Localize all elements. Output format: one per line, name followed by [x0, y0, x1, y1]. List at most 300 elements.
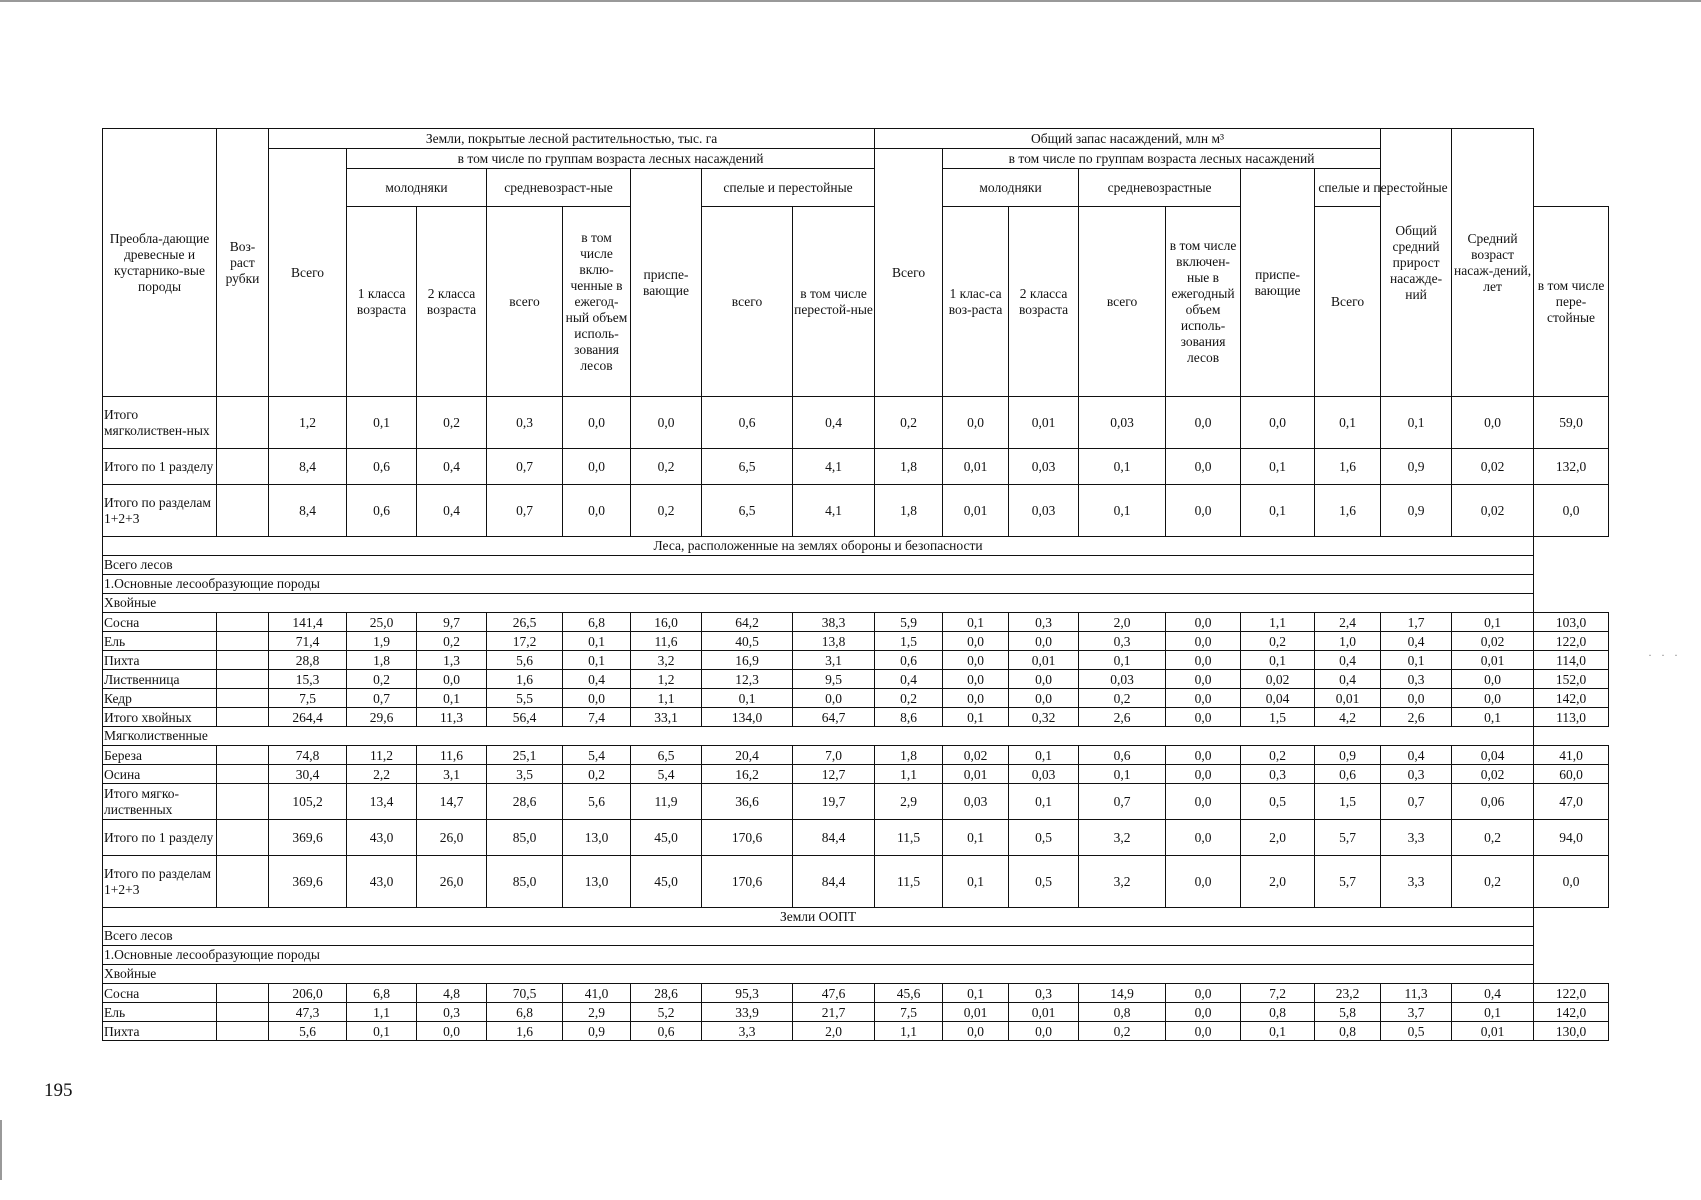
value-cell: 113,0	[1534, 708, 1609, 727]
section-oopt-title: Земли ООПТ	[103, 908, 1534, 927]
value-cell: 0,2	[563, 765, 631, 784]
value-cell: 0,04	[1452, 746, 1534, 765]
value-cell: 0,0	[1009, 632, 1079, 651]
value-cell: 64,7	[793, 708, 875, 727]
label-main-species-oopt: 1.Основные лесообразующие породы	[103, 946, 1534, 965]
table-row	[103, 856, 1609, 908]
table-row	[103, 746, 1609, 765]
value-cell: 0,6	[875, 651, 943, 670]
value-cell: 0,4	[1315, 651, 1381, 670]
label-all-forests-oopt: Всего лесов	[103, 927, 1534, 946]
table-row	[103, 449, 1609, 485]
header-growth: Общий средний прирост насажде-ний	[1381, 129, 1452, 397]
row-label: Ель	[103, 1003, 217, 1022]
value-cell: 0,0	[1166, 632, 1241, 651]
value-cell: 0,01	[943, 485, 1009, 537]
value-cell: 152,0	[1534, 670, 1609, 689]
value-cell: 0,4	[1452, 984, 1534, 1003]
value-cell: 5,6	[269, 1022, 347, 1041]
value-cell: 2,2	[347, 765, 417, 784]
value-cell: 3,2	[631, 651, 702, 670]
value-cell: 47,6	[793, 984, 875, 1003]
value-cell: 16,0	[631, 613, 702, 632]
cut-age-cell	[217, 856, 269, 908]
value-cell: 0,4	[1381, 746, 1452, 765]
value-cell: 369,6	[269, 820, 347, 856]
value-cell: 0,0	[793, 689, 875, 708]
value-cell: 0,0	[563, 449, 631, 485]
value-cell: 0,0	[1241, 397, 1315, 449]
header-middle-a: средневозраст-ные	[487, 169, 631, 207]
value-cell: 0,01	[943, 1003, 1009, 1022]
label-all-forests: Всего лесов	[103, 556, 1534, 575]
value-cell: 1,5	[1315, 784, 1381, 820]
value-cell: 0,1	[1079, 449, 1166, 485]
value-cell: 14,9	[1079, 984, 1166, 1003]
value-cell: 0,0	[1166, 670, 1241, 689]
value-cell: 0,0	[631, 397, 702, 449]
value-cell: 134,0	[702, 708, 793, 727]
value-cell: 0,1	[1381, 397, 1452, 449]
row-label: Сосна	[103, 613, 217, 632]
value-cell: 3,1	[793, 651, 875, 670]
value-cell: 1,1	[631, 689, 702, 708]
value-cell: 0,2	[347, 670, 417, 689]
value-cell: 0,3	[1381, 670, 1452, 689]
value-cell: 0,3	[417, 1003, 487, 1022]
value-cell: 0,0	[563, 689, 631, 708]
value-cell: 0,2	[1079, 1022, 1166, 1041]
row-label: Итого по 1 разделу	[103, 449, 217, 485]
value-cell: 11,6	[631, 632, 702, 651]
cut-age-cell	[217, 670, 269, 689]
row-label: Итого хвойных	[103, 708, 217, 727]
value-cell: 8,4	[269, 449, 347, 485]
value-cell: 0,1	[417, 689, 487, 708]
value-cell: 0,7	[1381, 784, 1452, 820]
cut-age-cell	[217, 632, 269, 651]
table-row	[103, 984, 1609, 1003]
value-cell: 1,8	[875, 485, 943, 537]
value-cell: 0,0	[1166, 984, 1241, 1003]
row-label: Итого мягколиствен-ных	[103, 397, 217, 449]
value-cell: 0,7	[487, 485, 563, 537]
value-cell: 5,7	[1315, 856, 1381, 908]
value-cell: 142,0	[1534, 1003, 1609, 1022]
value-cell: 84,4	[793, 856, 875, 908]
header-young-a: молодняки	[347, 169, 487, 207]
header-middle-all-a: всего	[487, 207, 563, 397]
value-cell: 0,0	[1166, 689, 1241, 708]
value-cell: 26,0	[417, 856, 487, 908]
label-main-species: 1.Основные лесообразующие породы	[103, 575, 1534, 594]
value-cell: 0,2	[875, 689, 943, 708]
value-cell: 0,3	[487, 397, 563, 449]
value-cell: 43,0	[347, 856, 417, 908]
value-cell: 0,0	[1166, 746, 1241, 765]
value-cell: 0,6	[631, 1022, 702, 1041]
table-row	[103, 765, 1609, 784]
value-cell: 0,2	[1241, 746, 1315, 765]
value-cell: 0,5	[1009, 820, 1079, 856]
row-label: Ель	[103, 632, 217, 651]
value-cell: 7,5	[875, 1003, 943, 1022]
value-cell: 28,6	[631, 984, 702, 1003]
value-cell: 0,1	[943, 820, 1009, 856]
header-middle-all-b: всего	[1079, 207, 1166, 397]
value-cell: 45,0	[631, 856, 702, 908]
value-cell: 0,0	[1534, 485, 1609, 537]
forest-stock-table-sheet	[102, 128, 1609, 1041]
value-cell: 142,0	[1534, 689, 1609, 708]
value-cell: 11,2	[347, 746, 417, 765]
value-cell: 1,2	[269, 397, 347, 449]
value-cell: 11,3	[1381, 984, 1452, 1003]
value-cell: 0,02	[1452, 765, 1534, 784]
value-cell: 0,6	[1079, 746, 1166, 765]
value-cell: 47,3	[269, 1003, 347, 1022]
value-cell: 15,3	[269, 670, 347, 689]
value-cell: 28,6	[487, 784, 563, 820]
value-cell: 33,9	[702, 1003, 793, 1022]
value-cell: 4,1	[793, 449, 875, 485]
value-cell: 3,2	[1079, 856, 1166, 908]
value-cell: 0,1	[1452, 613, 1534, 632]
value-cell: 0,0	[1452, 689, 1534, 708]
value-cell: 0,1	[1241, 651, 1315, 670]
value-cell: 0,0	[417, 670, 487, 689]
value-cell: 122,0	[1534, 632, 1609, 651]
value-cell: 0,0	[943, 397, 1009, 449]
value-cell: 0,5	[1009, 856, 1079, 908]
value-cell: 40,5	[702, 632, 793, 651]
value-cell: 0,1	[1452, 708, 1534, 727]
value-cell: 0,8	[1315, 1022, 1381, 1041]
value-cell: 0,3	[1079, 632, 1166, 651]
value-cell: 0,4	[1381, 632, 1452, 651]
cut-age-cell	[217, 708, 269, 727]
value-cell: 0,1	[943, 984, 1009, 1003]
value-cell: 0,6	[1315, 765, 1381, 784]
value-cell: 0,4	[563, 670, 631, 689]
cut-age-cell	[217, 651, 269, 670]
value-cell: 6,8	[487, 1003, 563, 1022]
value-cell: 0,0	[1381, 689, 1452, 708]
value-cell: 2,0	[1241, 820, 1315, 856]
value-cell: 0,0	[1166, 784, 1241, 820]
header-young-b: молодняки	[943, 169, 1079, 207]
value-cell: 0,0	[1166, 708, 1241, 727]
header-mature-a: спелые и перестойные	[702, 169, 875, 207]
value-cell: 6,8	[347, 984, 417, 1003]
value-cell: 71,4	[269, 632, 347, 651]
value-cell: 2,6	[1381, 708, 1452, 727]
row-label: Береза	[103, 746, 217, 765]
value-cell: 0,0	[1166, 765, 1241, 784]
value-cell: 0,0	[943, 651, 1009, 670]
value-cell: 5,8	[1315, 1003, 1381, 1022]
value-cell: 0,0	[943, 1022, 1009, 1041]
row-label: Итого по разделам 1+2+3	[103, 856, 217, 908]
value-cell: 13,0	[563, 856, 631, 908]
value-cell: 70,5	[487, 984, 563, 1003]
value-cell: 1,0	[1315, 632, 1381, 651]
value-cell: 0,3	[1009, 613, 1079, 632]
value-cell: 21,7	[793, 1003, 875, 1022]
value-cell: 141,4	[269, 613, 347, 632]
header-premature-a: приспе-вающие	[631, 169, 702, 397]
value-cell: 85,0	[487, 820, 563, 856]
value-cell: 0,02	[1452, 449, 1534, 485]
value-cell: 0,6	[347, 449, 417, 485]
value-cell: 0,0	[1166, 820, 1241, 856]
value-cell: 12,7	[793, 765, 875, 784]
value-cell: 4,2	[1315, 708, 1381, 727]
value-cell: 0,1	[943, 613, 1009, 632]
value-cell: 0,0	[943, 632, 1009, 651]
value-cell: 16,2	[702, 765, 793, 784]
value-cell: 1,1	[347, 1003, 417, 1022]
value-cell: 0,0	[1166, 1003, 1241, 1022]
value-cell: 5,6	[487, 651, 563, 670]
table-row	[103, 632, 1609, 651]
value-cell: 3,3	[1381, 856, 1452, 908]
value-cell: 4,8	[417, 984, 487, 1003]
header-premature-b: приспе-вающие	[1241, 169, 1315, 397]
value-cell: 369,6	[269, 856, 347, 908]
value-cell: 2,0	[1241, 856, 1315, 908]
value-cell: 0,7	[1079, 784, 1166, 820]
value-cell: 2,9	[875, 784, 943, 820]
value-cell: 0,2	[1452, 820, 1534, 856]
header-mature-b: спелые и перестойные	[1315, 169, 1452, 207]
value-cell: 9,7	[417, 613, 487, 632]
value-cell: 41,0	[563, 984, 631, 1003]
header-avg-age: Средний возраст насаж-дений, лет	[1452, 129, 1534, 397]
value-cell: 0,0	[1166, 613, 1241, 632]
value-cell: 11,5	[875, 820, 943, 856]
value-cell: 0,01	[943, 765, 1009, 784]
value-cell: 36,6	[702, 784, 793, 820]
value-cell: 45,0	[631, 820, 702, 856]
value-cell: 0,0	[943, 689, 1009, 708]
value-cell: 0,2	[1452, 856, 1534, 908]
table-row	[103, 1003, 1609, 1022]
value-cell: 11,6	[417, 746, 487, 765]
value-cell: 0,8	[1079, 1003, 1166, 1022]
value-cell: 5,4	[631, 765, 702, 784]
value-cell: 0,1	[563, 632, 631, 651]
row-label: Итого по разделам 1+2+3	[103, 485, 217, 537]
value-cell: 0,1	[1452, 1003, 1534, 1022]
cut-age-cell	[217, 784, 269, 820]
forest-stock-table	[102, 128, 1609, 1041]
value-cell: 0,3	[1381, 765, 1452, 784]
value-cell: 20,4	[702, 746, 793, 765]
value-cell: 3,3	[1381, 820, 1452, 856]
section-defense-title: Леса, расположенные на землях обороны и безопасности	[103, 537, 1534, 556]
table-row	[103, 670, 1609, 689]
value-cell: 1,7	[1381, 613, 1452, 632]
value-cell: 0,06	[1452, 784, 1534, 820]
value-cell: 3,5	[487, 765, 563, 784]
value-cell: 0,03	[1079, 397, 1166, 449]
value-cell: 43,0	[347, 820, 417, 856]
value-cell: 8,6	[875, 708, 943, 727]
value-cell: 0,02	[1452, 485, 1534, 537]
value-cell: 0,0	[943, 670, 1009, 689]
value-cell: 3,3	[702, 1022, 793, 1041]
value-cell: 0,02	[943, 746, 1009, 765]
value-cell: 29,6	[347, 708, 417, 727]
value-cell: 59,0	[1534, 397, 1609, 449]
value-cell: 41,0	[1534, 746, 1609, 765]
cut-age-cell	[217, 397, 269, 449]
value-cell: 0,0	[1452, 397, 1534, 449]
value-cell: 5,6	[563, 784, 631, 820]
value-cell: 9,5	[793, 670, 875, 689]
value-cell: 5,9	[875, 613, 943, 632]
row-label: Пихта	[103, 1022, 217, 1041]
header-middle-incl-a: в том числе вклю-ченные в ежегод-ный объем исполь-зования лесов	[563, 207, 631, 397]
value-cell: 0,01	[1009, 397, 1079, 449]
value-cell: 12,3	[702, 670, 793, 689]
cut-age-cell	[217, 449, 269, 485]
value-cell: 0,2	[417, 397, 487, 449]
value-cell: 1,6	[1315, 485, 1381, 537]
value-cell: 1,9	[347, 632, 417, 651]
value-cell: 26,0	[417, 820, 487, 856]
value-cell: 28,8	[269, 651, 347, 670]
top-scan-edge	[0, 0, 1701, 2]
header-mature-all-a: всего	[702, 207, 793, 397]
value-cell: 0,0	[1009, 1022, 1079, 1041]
value-cell: 0,0	[417, 1022, 487, 1041]
row-label: Пихта	[103, 651, 217, 670]
header-mature-all-b: Всего	[1315, 207, 1381, 397]
header-young-1a: 1 класса возраста	[347, 207, 417, 397]
value-cell: 74,8	[269, 746, 347, 765]
value-cell: 0,9	[563, 1022, 631, 1041]
value-cell: 0,01	[1009, 651, 1079, 670]
value-cell: 7,4	[563, 708, 631, 727]
value-cell: 0,8	[1241, 1003, 1315, 1022]
table-row	[103, 397, 1609, 449]
value-cell: 4,1	[793, 485, 875, 537]
value-cell: 0,1	[1241, 485, 1315, 537]
value-cell: 3,7	[1381, 1003, 1452, 1022]
cut-age-cell	[217, 485, 269, 537]
cut-age-cell	[217, 984, 269, 1003]
value-cell: 7,2	[1241, 984, 1315, 1003]
value-cell: 0,4	[793, 397, 875, 449]
table-row	[103, 689, 1609, 708]
header-stock-subgroup: в том числе по группам возраста лесных насаждений	[943, 149, 1381, 169]
value-cell: 0,0	[1166, 485, 1241, 537]
value-cell: 0,03	[943, 784, 1009, 820]
value-cell: 0,03	[1079, 670, 1166, 689]
header-area-subgroup: в том числе по группам возраста лесных насаждений	[347, 149, 875, 169]
table-row	[103, 651, 1609, 670]
label-softwood: Мягколиственные	[103, 727, 1534, 746]
value-cell: 0,03	[1009, 485, 1079, 537]
value-cell: 264,4	[269, 708, 347, 727]
table-row	[103, 784, 1609, 820]
value-cell: 6,8	[563, 613, 631, 632]
value-cell: 0,7	[347, 689, 417, 708]
value-cell: 6,5	[702, 485, 793, 537]
value-cell: 0,03	[1009, 765, 1079, 784]
value-cell: 105,2	[269, 784, 347, 820]
value-cell: 1,8	[875, 746, 943, 765]
cut-age-cell	[217, 746, 269, 765]
value-cell: 0,1	[702, 689, 793, 708]
value-cell: 47,0	[1534, 784, 1609, 820]
value-cell: 0,6	[702, 397, 793, 449]
value-cell: 11,5	[875, 856, 943, 908]
value-cell: 0,2	[631, 449, 702, 485]
table-row	[103, 485, 1609, 537]
header-young-2a: 2 класса возраста	[417, 207, 487, 397]
value-cell: 114,0	[1534, 651, 1609, 670]
value-cell: 45,6	[875, 984, 943, 1003]
row-label: Осина	[103, 765, 217, 784]
value-cell: 0,01	[1452, 651, 1534, 670]
value-cell: 1,6	[487, 1022, 563, 1041]
value-cell: 0,9	[1381, 449, 1452, 485]
value-cell: 0,5	[1381, 1022, 1452, 1041]
value-cell: 0,6	[347, 485, 417, 537]
value-cell: 130,0	[1534, 1022, 1609, 1041]
value-cell: 0,0	[1009, 670, 1079, 689]
header-species: Преобла-дающие древесные и кустарнико-вые породы	[103, 129, 217, 397]
value-cell: 6,5	[702, 449, 793, 485]
value-cell: 1,6	[1315, 449, 1381, 485]
value-cell: 0,4	[417, 449, 487, 485]
value-cell: 3,1	[417, 765, 487, 784]
value-cell: 85,0	[487, 856, 563, 908]
value-cell: 0,1	[1381, 651, 1452, 670]
value-cell: 56,4	[487, 708, 563, 727]
value-cell: 23,2	[1315, 984, 1381, 1003]
value-cell: 2,6	[1079, 708, 1166, 727]
header-stock-total: Всего	[875, 149, 943, 397]
value-cell: 0,2	[1079, 689, 1166, 708]
value-cell: 7,5	[269, 689, 347, 708]
value-cell: 0,1	[347, 1022, 417, 1041]
value-cell: 0,1	[1079, 485, 1166, 537]
value-cell: 16,9	[702, 651, 793, 670]
value-cell: 19,7	[793, 784, 875, 820]
value-cell: 2,0	[793, 1022, 875, 1041]
value-cell: 0,0	[1166, 397, 1241, 449]
value-cell: 0,0	[1166, 449, 1241, 485]
value-cell: 0,4	[875, 670, 943, 689]
value-cell: 5,5	[487, 689, 563, 708]
value-cell: 17,2	[487, 632, 563, 651]
value-cell: 0,1	[1241, 449, 1315, 485]
value-cell: 122,0	[1534, 984, 1609, 1003]
value-cell: 1,1	[875, 765, 943, 784]
value-cell: 0,5	[1241, 784, 1315, 820]
value-cell: 0,0	[1166, 856, 1241, 908]
value-cell: 0,9	[1381, 485, 1452, 537]
header-mature-over-b: в том числе пере-стойные	[1534, 207, 1609, 397]
row-label: Сосна	[103, 984, 217, 1003]
value-cell: 0,0	[1166, 651, 1241, 670]
value-cell: 1,2	[631, 670, 702, 689]
value-cell: 0,4	[417, 485, 487, 537]
